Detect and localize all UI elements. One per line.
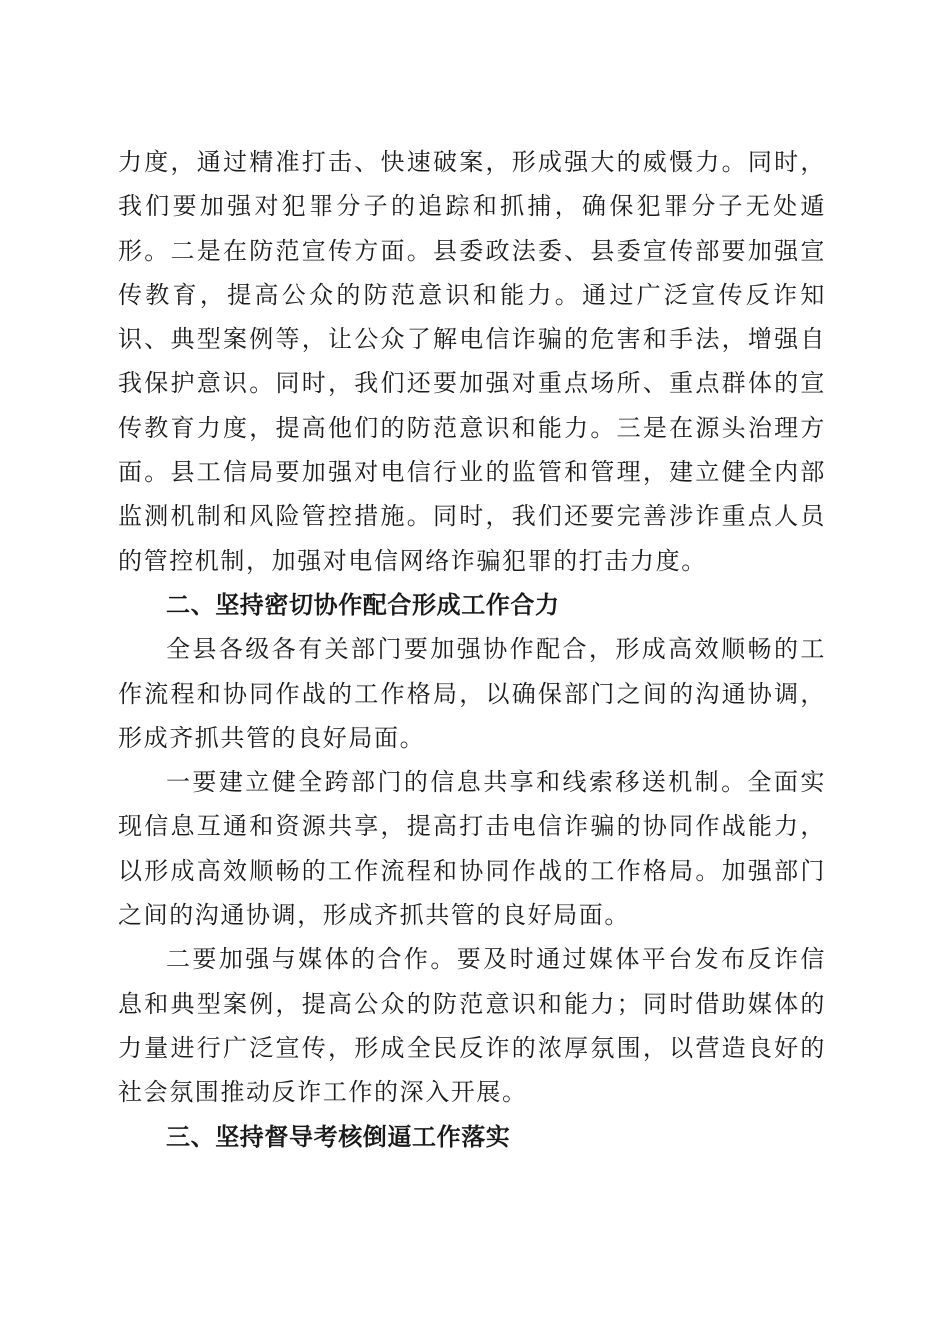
paragraph-4: 二要加强与媒体的合作。要及时通过媒体平台发布反诈信息和典型案例，提高公众的防范意识和能力；同时借助媒体的力量进行广泛宣传，形成全民反诈的浓厚氛围，以营造良好的社会氛围推动反诈工作的深入开展。 xyxy=(118,945,826,1107)
section-heading-2: 二、坚持密切协作配合形成工作合力 xyxy=(166,590,560,619)
paragraph-continued: 力度，通过精准打击、快速破案，形成强大的威慑力。同时，我们要加强对犯罪分子的追踪和抓捕，确保犯罪分子无处遁形。二是在防范宣传方面。县委政法委、县委宣传部要加强宣传教育，提高公众的防范意识和能力。通过广泛宣传反诈知识、典型案例等，让公众了解电信诈骗的危害和手法，增强自我保护意识。同时，我们还要加强对重点场所、重点群体的宣传教育力度，提高他们的防范意识和能力。三是在源头治理方面。县工信局要加强对电信行业的监管和管理，建立健全内部监测机制和风险管控措施。同时，我们还要完善涉诈重点人员的管控机制，加强对电信网络诈骗犯罪的打击力度。 xyxy=(118,148,826,575)
section-heading-3: 三、坚持督导考核倒逼工作落实 xyxy=(166,1122,511,1151)
paragraph-2: 全县各级各有关部门要加强协作配合，形成高效顺畅的工作流程和协同作战的工作格局，以确保部门之间的沟通协调，形成齐抓共管的良好局面。 xyxy=(118,635,826,752)
paragraph-3: 一要建立健全跨部门的信息共享和线索移送机制。全面实现信息互通和资源共享，提高打击电信诈骗的协同作战能力，以形成高效顺畅的工作流程和协同作战的工作格局。加强部门之间的沟通协调，形成齐抓共管的良好局面。 xyxy=(118,768,826,930)
document-page xyxy=(118,140,826,1159)
